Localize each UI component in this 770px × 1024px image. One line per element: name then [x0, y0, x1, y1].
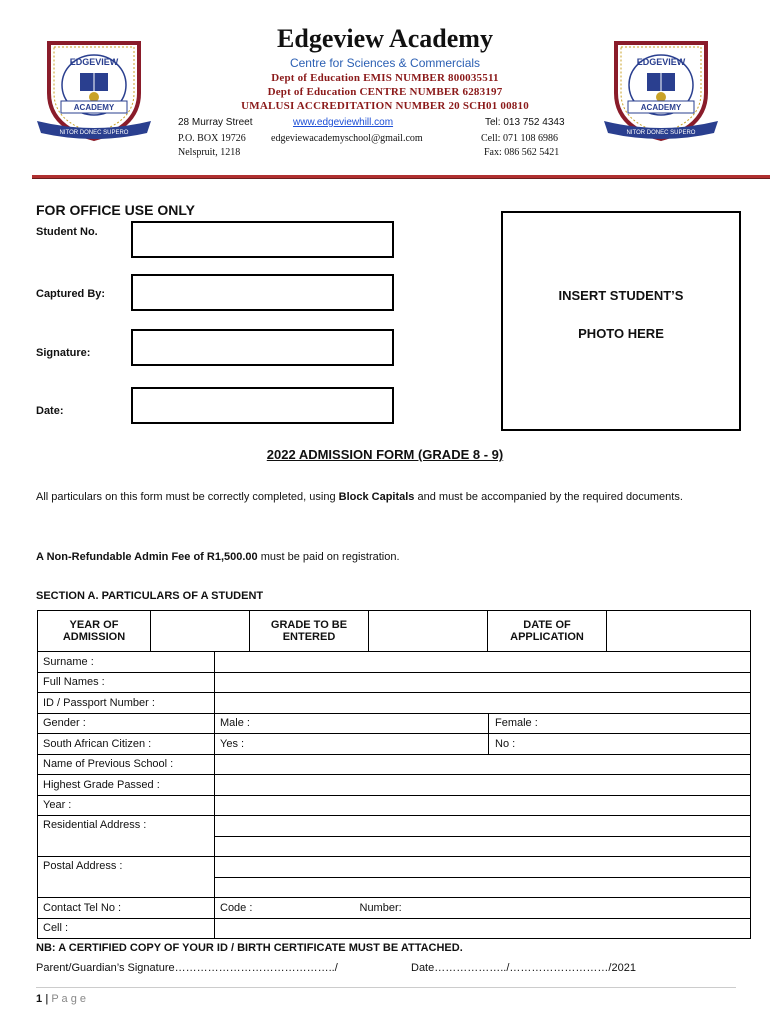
postal-address-line2[interactable]	[215, 877, 751, 898]
grade-to-be-entered-field[interactable]	[369, 611, 488, 652]
date-of-application-label: DATE OF APPLICATION	[488, 611, 607, 652]
captured-by-label: Captured By:	[36, 288, 106, 300]
tel-code-field[interactable]: Code :	[215, 898, 355, 919]
id-passport-label: ID / Passport Number :	[38, 693, 215, 714]
citizen-no-option[interactable]: No :	[489, 734, 751, 755]
date-field[interactable]	[131, 387, 394, 424]
svg-text:NITOR DONEC SUPERO: NITOR DONEC SUPERO	[59, 130, 129, 136]
certified-copy-notice: NB: A CERTIFIED COPY OF YOUR ID / BIRTH CERTIFICATE MUST BE ATTACHED.	[36, 942, 463, 954]
intro-emphasis: Block Capitals	[338, 491, 415, 503]
gender-female-option[interactable]: Female :	[489, 713, 751, 734]
year-of-admission-field[interactable]	[151, 611, 250, 652]
cell-number: Cell: 071 108 6986	[481, 133, 558, 144]
previous-school-label: Name of Previous School :	[38, 754, 215, 775]
svg-text:EDGEVIEW: EDGEVIEW	[636, 57, 686, 67]
svg-text:ACADEMY: ACADEMY	[73, 103, 115, 112]
residential-address-label: Residential Address :	[38, 816, 215, 857]
postal-address-line1[interactable]	[215, 857, 751, 878]
intro-text: All particulars on this form must be correctly completed, using	[36, 491, 339, 503]
citizen-yes-option[interactable]: Yes :	[215, 734, 489, 755]
residential-address-line1[interactable]	[215, 816, 751, 837]
fee-paragraph	[36, 547, 736, 568]
school-name: Edgeview Academy	[277, 24, 493, 53]
fax-number: Fax: 086 562 5421	[484, 147, 560, 158]
student-no-label: Student No.	[36, 226, 98, 238]
emis-number: Dept of Education EMIS NUMBER 800035511	[271, 72, 499, 84]
svg-text:EDGEVIEW: EDGEVIEW	[69, 57, 119, 67]
footer-divider	[36, 987, 736, 988]
email-address[interactable]: edgeviewacademyschool@gmail.com	[271, 133, 423, 144]
signature-field[interactable]	[131, 329, 394, 366]
fee-emphasis: A Non-Refundable Admin Fee of R1,500.00	[36, 551, 258, 563]
full-names-field[interactable]	[215, 672, 751, 693]
tel-number: Tel: 013 752 4343	[485, 117, 565, 128]
surname-field[interactable]	[215, 652, 751, 673]
highest-grade-label: Highest Grade Passed :	[38, 775, 215, 796]
highest-grade-field[interactable]	[215, 775, 751, 796]
signature-label: Signature:	[36, 347, 91, 359]
website-link[interactable]: www.edgeviewhill.com	[293, 117, 394, 128]
photo-label-line2: PHOTO HERE	[578, 326, 664, 341]
tel-number-field[interactable]: Number:	[355, 898, 751, 919]
cell-label: Cell :	[38, 918, 215, 939]
captured-by-field[interactable]	[131, 274, 394, 311]
residential-address-line2[interactable]	[215, 836, 751, 857]
year-field[interactable]	[215, 795, 751, 816]
intro-text-end: and must be accompanied by the required documents.	[414, 491, 683, 503]
full-names-label: Full Names :	[38, 672, 215, 693]
parent-signature-line[interactable]: Parent/Guardian’s Signature……………………………………../	[36, 962, 338, 974]
form-title: 2022 ADMISSION FORM (GRADE 8 - 9)	[266, 447, 504, 462]
contact-tel-label: Contact Tel No :	[38, 898, 215, 919]
surname-label: Surname :	[38, 652, 215, 673]
admission-summary-table	[37, 610, 751, 652]
address-street: 28 Murray Street	[178, 117, 253, 128]
student-no-field[interactable]	[131, 221, 394, 258]
centre-number: Dept of Education CENTRE NUMBER 6283197	[267, 86, 503, 98]
cell-field[interactable]	[215, 918, 751, 939]
date-of-application-field[interactable]	[607, 611, 751, 652]
date-label: Date:	[36, 405, 64, 417]
umalusi-number: UMALUSI ACCREDITATION NUMBER 20 SCH01 00810	[241, 100, 529, 112]
svg-text:ACADEMY: ACADEMY	[640, 103, 682, 112]
section-a-title: SECTION A. PARTICULARS OF A STUDENT	[36, 590, 264, 602]
page-word: P a g e	[51, 993, 86, 1005]
citizen-label: South African Citizen :	[38, 734, 215, 755]
page-footer: 1 | P a g e	[36, 993, 86, 1005]
intro-paragraph	[36, 487, 736, 508]
fee-text: must be paid on registration.	[257, 551, 400, 563]
id-passport-field[interactable]	[215, 693, 751, 714]
student-photo-box[interactable]	[501, 211, 741, 431]
signature-date-line[interactable]: Date………………../………………………/2021	[411, 962, 636, 974]
gender-label: Gender :	[38, 713, 215, 734]
gender-male-option[interactable]: Male :	[215, 713, 489, 734]
photo-label-line1: INSERT STUDENT’S	[558, 288, 684, 303]
address-pobox: P.O. BOX 19726	[178, 133, 246, 144]
grade-to-be-entered-label: GRADE TO BE ENTERED	[250, 611, 369, 652]
svg-text:NITOR DONEC SUPERO: NITOR DONEC SUPERO	[626, 130, 696, 136]
previous-school-field[interactable]	[215, 754, 751, 775]
postal-address-label: Postal Address :	[38, 857, 215, 898]
year-of-admission-label: YEAR OF ADMISSION	[38, 611, 151, 652]
page-number: 1	[36, 993, 43, 1005]
address-city: Nelspruit, 1218	[178, 147, 241, 158]
header-divider	[32, 175, 770, 179]
school-subtitle: Centre for Sciences & Commercials	[289, 56, 481, 70]
year-label: Year :	[38, 795, 215, 816]
particulars-table	[37, 651, 751, 939]
office-use-title: FOR OFFICE USE ONLY	[36, 202, 195, 218]
